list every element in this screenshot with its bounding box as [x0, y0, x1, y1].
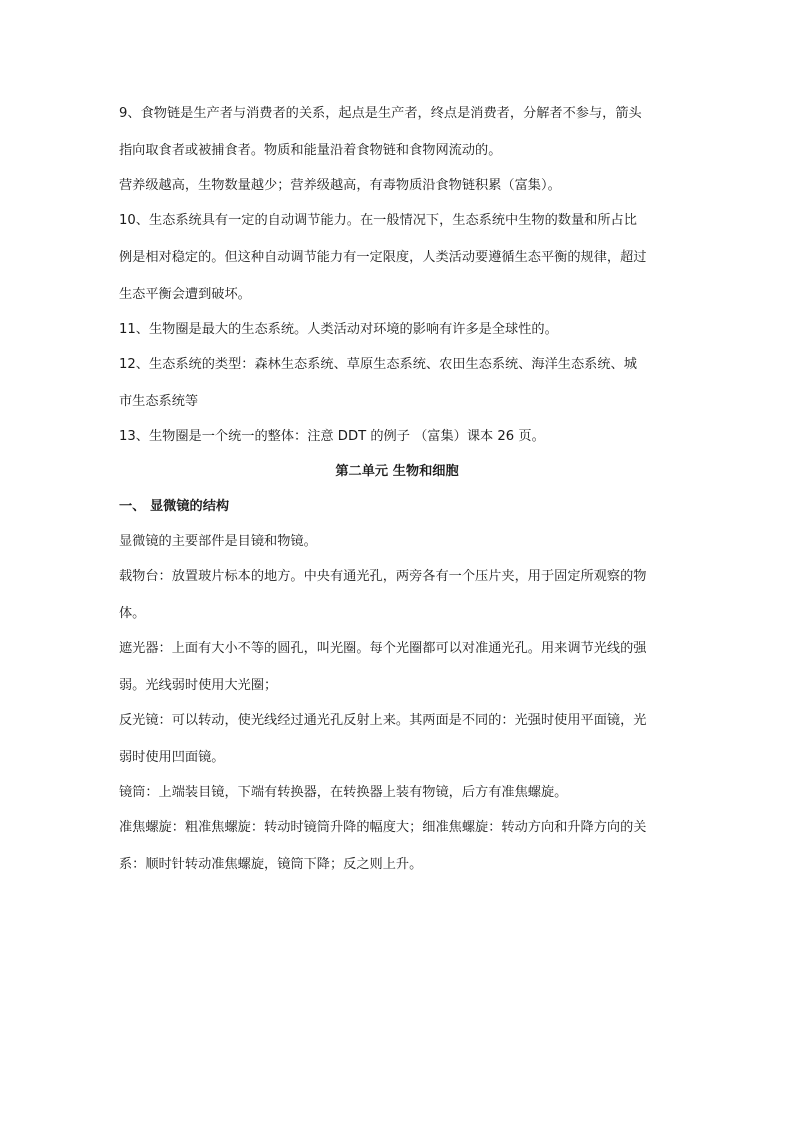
- trophic-level-line: 营养级越高，生物数量越少；营养级越高，有毒物质沿食物链积累（富集）。: [119, 178, 561, 193]
- mirror-line-2: 弱时使用凹面镜。: [119, 750, 225, 765]
- document-body: [119, 104, 675, 874]
- focus-knob-line-2: 系：顺时针转动准焦螺旋，镜筒下降；反之则上升。: [119, 857, 423, 872]
- stage-line-2: 体。: [119, 606, 146, 621]
- stage-line-1: 载物台：放置玻片标本的地方。中央有通光孔，两旁各有一个压片夹，用于固定所观察的物: [119, 569, 647, 584]
- unit-heading: 第二单元 生物和细胞: [335, 464, 459, 479]
- paragraph-10-line-1: 10、生态系统具有一定的自动调节能力。在一般情况下，生态系统中生物的数量和所占比: [119, 213, 637, 228]
- tube-line: 镜筒：上端装目镜，下端有转换器，在转换器上装有物镜，后方有准焦螺旋。: [119, 785, 568, 800]
- focus-knob-line-1: 准焦螺旋：粗准焦螺旋：转动时镜筒升降的幅度大；细准焦螺旋：转动方向和升降方向的关: [119, 820, 647, 835]
- mirror-line-1: 反光镜：可以转动，使光线经过通光孔反射上来。其两面是不同的：光强时使用平面镜，光: [119, 713, 647, 728]
- section-heading: 一、 显微镜的结构: [119, 499, 230, 514]
- paragraph-10-line-3: 生态平衡会遭到破坏。: [119, 287, 251, 302]
- paragraph-11: 11、生物圈是最大的生态系统。人类活动对环境的影响有许多是全球性的。: [119, 322, 558, 337]
- paragraph-9-line-2: 指向取食者或被捕食者。物质和能量沿着食物链和食物网流动的。: [119, 143, 502, 158]
- paragraph-12-line-1: 12、生态系统的类型：森林生态系统、草原生态系统、农田生态系统、海洋生态系统、城: [119, 357, 637, 372]
- paragraph-10-line-2: 例是相对稳定的。但这种自动调节能力有一定限度，人类活动要遵循生态平衡的规律，超过: [119, 250, 647, 265]
- microscope-main-parts: 显微镜的主要部件是目镜和物镜。: [119, 534, 317, 549]
- paragraph-9-line-1: 9、食物链是生产者与消费者的关系，起点是生产者，终点是消费者，分解者不参与，箭头: [119, 106, 642, 121]
- paragraph-12-line-2: 市生态系统等: [119, 394, 199, 409]
- diaphragm-line-2: 弱。光线弱时使用大光圈；: [119, 678, 278, 693]
- diaphragm-line-1: 遮光器：上面有大小不等的圆孔，叫光圈。每个光圈都可以对准通光孔。用来调节光线的强: [119, 641, 647, 656]
- paragraph-13: 13、生物圈是一个统一的整体：注意 DDT 的例子 （富集）课本 26 页。: [119, 429, 545, 444]
